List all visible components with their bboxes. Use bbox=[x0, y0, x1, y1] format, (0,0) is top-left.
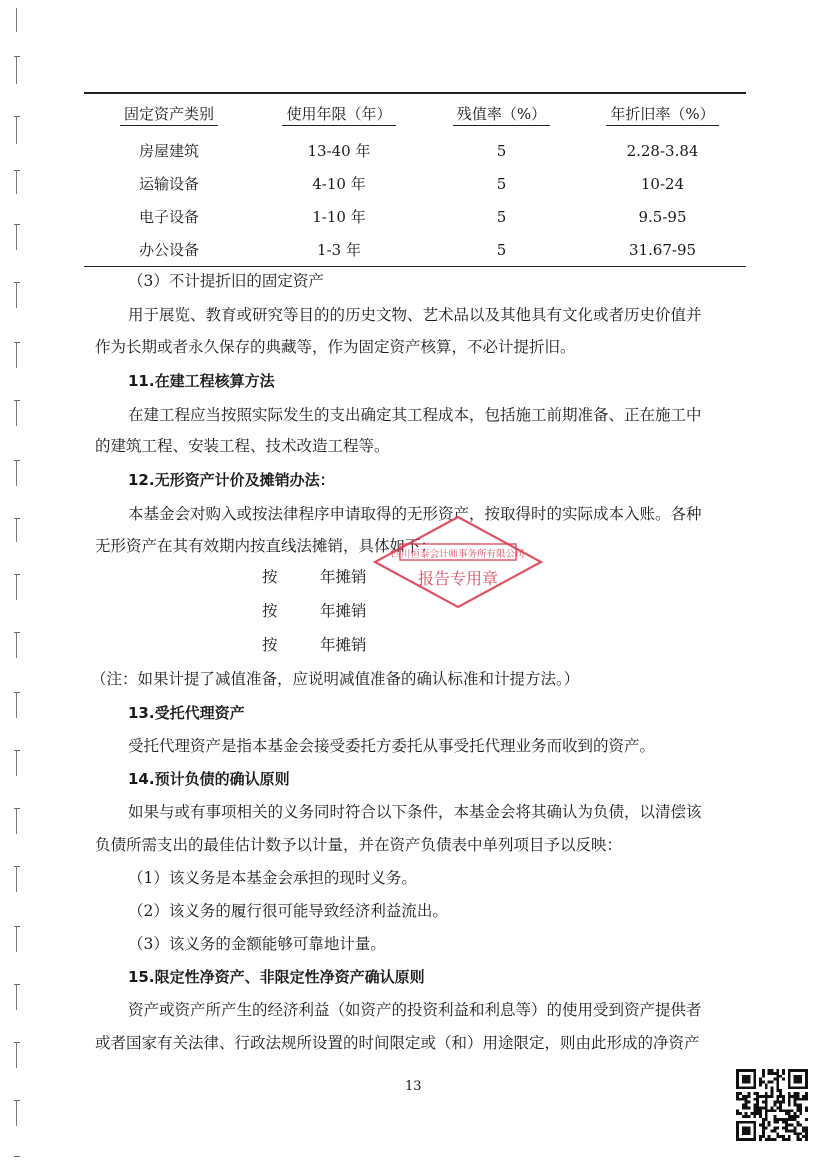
s3-paragraph-line: 作为长期或者永久保存的典藏等，作为固定资产核算，不必计提折旧。 bbox=[95, 338, 576, 356]
table-cell: 5 bbox=[496, 207, 507, 226]
s11-paragraph-line: 的建筑工程、安装工程、技术改造工程等。 bbox=[95, 437, 390, 455]
s12-note: （注：如果计提了减值准备，应说明减值准备的确认标准和计提方法。） bbox=[91, 670, 580, 688]
amortization-prefix: 按 bbox=[262, 636, 278, 654]
amortization-suffix: 年摊销 bbox=[320, 568, 367, 586]
amortization-suffix: 年摊销 bbox=[320, 636, 367, 654]
section-12-heading: 12.无形资产计价及摊销办法： bbox=[128, 471, 335, 489]
s14-paragraph-line: 负债所需支出的最佳估计数予以计量，并在资产负债表中单列项目予以反映： bbox=[95, 836, 623, 854]
s13-paragraph-line: 受托代理资产是指本基金会接受委托方委托从事受托代理业务而收到的资产。 bbox=[128, 737, 656, 755]
amortization-prefix: 按 bbox=[262, 602, 278, 620]
table-header-cell: 年折旧率（%） bbox=[579, 93, 746, 134]
table-cell: 9.5-95 bbox=[638, 207, 687, 226]
table-cell: 13-40 年 bbox=[307, 142, 371, 160]
section-11-heading: 11.在建工程核算方法 bbox=[128, 372, 275, 390]
table-cell: 5 bbox=[496, 141, 507, 160]
table-cell: 5 bbox=[496, 174, 507, 193]
s3-heading: （3）不计提折旧的固定资产 bbox=[128, 272, 324, 290]
amortization-suffix: 年摊销 bbox=[320, 602, 367, 620]
table-header-row bbox=[84, 93, 746, 134]
binding-margin bbox=[14, 0, 20, 1169]
table-cell: 4-10 年 bbox=[312, 175, 366, 193]
table-cell: 10-24 bbox=[640, 174, 685, 193]
stamp-label-text: 报告专用章 bbox=[417, 569, 499, 588]
table-cell: 31.67-95 bbox=[628, 240, 697, 259]
table-row bbox=[84, 134, 746, 167]
table-cell: 办公设备 bbox=[138, 241, 199, 259]
section-14-heading: 14.预计负债的确认原则 bbox=[128, 770, 290, 788]
seal-stamp-icon bbox=[372, 514, 544, 610]
s12-paragraph-line: 本基金会对购入或按法律程序申请取得的无形资产，按取得时的实际成本入账。各种 bbox=[128, 505, 702, 523]
table-header-cell: 残值率（%） bbox=[424, 93, 579, 134]
table-cell: 运输设备 bbox=[138, 175, 199, 193]
page-number: 13 bbox=[405, 1079, 422, 1094]
table-cell: 2.28-3.84 bbox=[626, 141, 699, 160]
s14-list-item: （3）该义务的金额能够可靠地计量。 bbox=[128, 935, 386, 953]
table-header-cell: 固定资产类别 bbox=[84, 93, 254, 134]
depreciation-table bbox=[84, 92, 746, 267]
s14-list-item: （1）该义务是本基金会承担的现时义务。 bbox=[128, 869, 417, 887]
section-15-heading: 15.限定性净资产、非限定性净资产确认原则 bbox=[128, 968, 425, 986]
s3-paragraph-line: 用于展览、教育或研究等目的的历史文物、艺术品以及其他具有文化或者历史价值并 bbox=[128, 306, 702, 324]
table-cell: 1-10 年 bbox=[312, 208, 366, 226]
table-cell: 5 bbox=[496, 240, 507, 259]
s15-paragraph-line: 资产或资产所产生的经济利益（如资产的投资利益和利息等）的使用受到资产提供者 bbox=[128, 1001, 702, 1019]
table-cell: 1-3 年 bbox=[317, 241, 361, 259]
s14-paragraph-line: 如果与或有事项相关的义务同时符合以下条件，本基金会将其确认为负债，以清偿该 bbox=[128, 803, 702, 821]
table-cell: 房屋建筑 bbox=[138, 142, 199, 160]
table-cell: 电子设备 bbox=[138, 208, 199, 226]
table-header-cell: 使用年限（年） bbox=[254, 93, 424, 134]
s14-list-item: （2）该义务的履行很可能导致经济利益流出。 bbox=[128, 902, 448, 920]
amortization-prefix: 按 bbox=[262, 568, 278, 586]
table-row bbox=[84, 167, 746, 200]
table-row bbox=[84, 233, 746, 267]
qr-code-icon bbox=[736, 1069, 808, 1141]
s11-paragraph-line: 在建工程应当按照实际发生的支出确定其工程成本，包括施工前期准备、正在施工中 bbox=[128, 406, 702, 424]
s15-paragraph-line: 或者国家有关法律、行政法规所设置的时间限定或（和）用途限定，则由此形成的净资产 bbox=[95, 1034, 700, 1052]
stamp-organization-text: 四川恒泰会计师事务所有限公司 bbox=[391, 549, 525, 560]
s12-paragraph-line: 无形资产在其有效期内按直线法摊销，具体如下： bbox=[95, 537, 437, 555]
table-row bbox=[84, 200, 746, 233]
section-13-heading: 13.受托代理资产 bbox=[128, 704, 245, 722]
